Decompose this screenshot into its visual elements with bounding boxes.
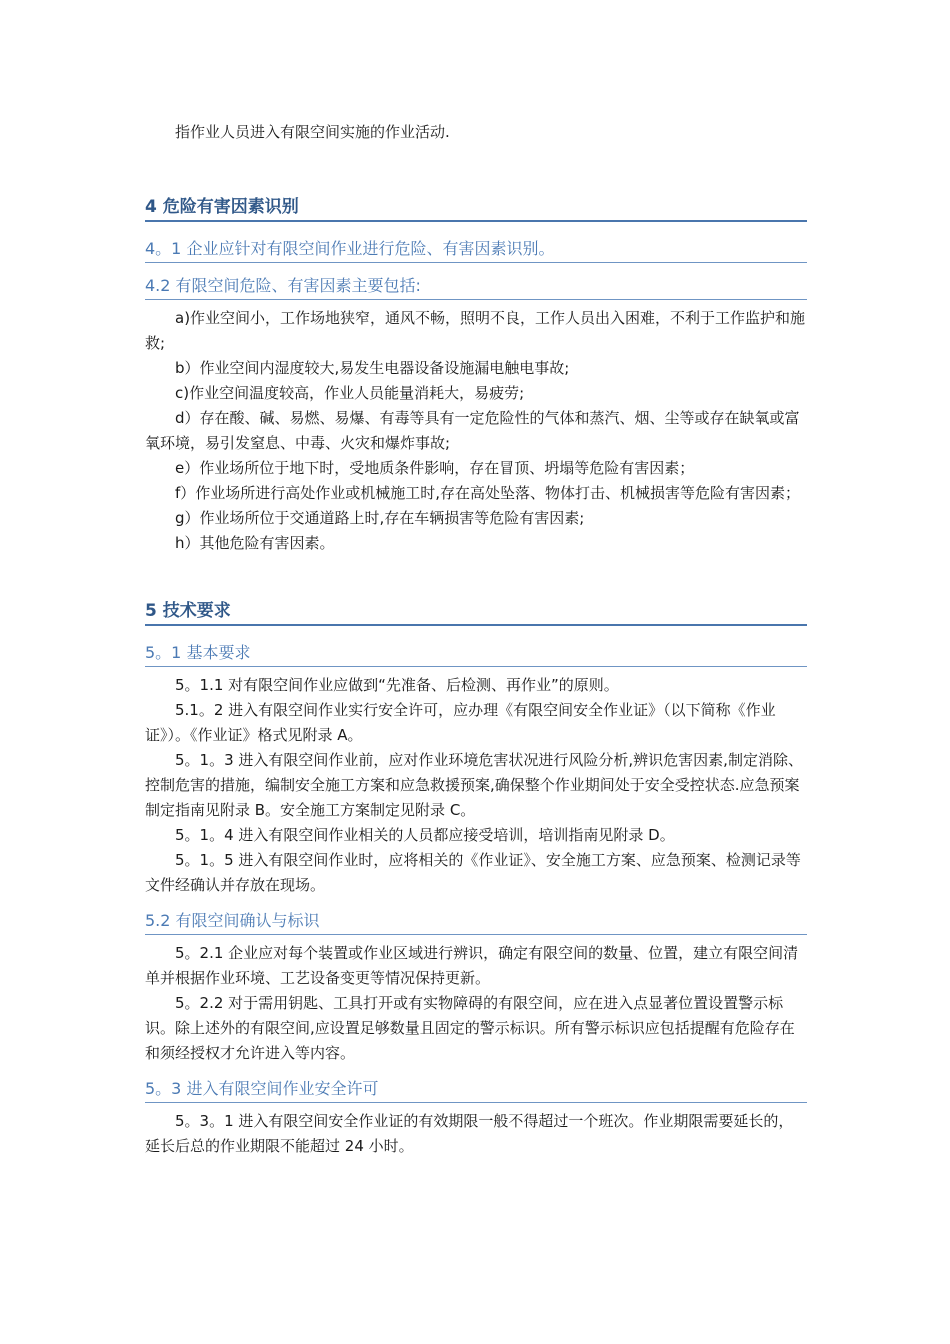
requirement-5-2-2: 5。2.2 对于需用钥匙、工具打开或有实物障碍的有限空间，应在进入点显著位置设置警示标识。除上述外的有限空间,应设置足够数量且固定的警示标识。所有警示标识应包括提醒有危险存在和须经授权才允许进入等内容。 [145,994,795,1062]
section-5-heading: 5 技术要求 [145,600,807,626]
hazard-item-b: b）作业空间内湿度较大,易发生电器设备设施漏电触电事故; [175,359,570,377]
hazard-item-g: g）作业场所位于交通道路上时,存在车辆损害等危险有害因素; [175,509,585,527]
requirement-5-1-5: 5。1。5 进入有限空间作业时，应将相关的《作业证》、安全施工方案、应急预案、检测记录等文件经确认并存放在现场。 [145,851,801,894]
hazard-item-e: e）作业场所位于地下时，受地质条件影响，存在冒顶、坍塌等危险有害因素； [175,459,695,477]
permit-list [145,1109,807,1159]
requirement-5-3-1: 5。3。1 进入有限空间安全作业证的有效期限一般不得超过一个班次。作业期限需要延长的，延长后总的作业期限不能超过 24 小时。 [145,1112,794,1155]
section-4-1-heading: 4。1 企业应针对有限空间作业进行危险、有害因素识别。 [145,238,807,263]
requirement-5-2-1: 5。2.1 企业应对每个装置或作业区域进行辨识，确定有限空间的数量、位置，建立有限空间清单并根据作业环境、工艺设备变更等情况保持更新。 [145,944,799,987]
section-5-2-heading: 5.2 有限空间确认与标识 [145,910,807,935]
intro-paragraph: 指作业人员进入有限空间实施的作业活动. [175,123,450,141]
hazard-item-c: c)作业空间温度较高，作业人员能量消耗大，易疲劳; [175,384,525,402]
requirement-5-1-4: 5。1。4 进入有限空间作业相关的人员都应接受培训，培训指南见附录 D。 [175,826,675,844]
section-5-3-heading: 5。3 进入有限空间作业安全许可 [145,1078,807,1103]
hazard-item-a: a)作业空间小，工作场地狭窄，通风不畅，照明不良，工作人员出入困难，不利于工作监护和施救; [145,309,806,352]
hazard-list [145,306,807,556]
requirement-5-1-2: 5.1。2 进入有限空间作业实行安全许可，应办理《有限空间安全作业证》（以下简称《作业证》）。《作业证》格式见附录 A。 [145,701,776,744]
section-4-2-heading: 4.2 有限空间危险、有害因素主要包括: [145,275,807,300]
requirement-5-1-3: 5。1。3 进入有限空间作业前，应对作业环境危害状况进行风险分析,辨识危害因素,制定消除、控制危害的措施，编制安全施工方案和应急救援预案,确保整个作业期间处于安全受控状态.应急预案制定指南见附录 B。安全施工方案制定见附录 C。 [145,751,803,819]
hazard-item-d: d）存在酸、碱、易燃、易爆、有毒等具有一定危险性的气体和蒸汽、烟、尘等或存在缺氧或富氧环境，易引发窒息、中毒、火灾和爆炸事故; [145,409,800,452]
identification-list [145,941,807,1066]
hazard-item-h: h）其他危险有害因素。 [175,534,335,552]
document-body [145,120,807,1159]
hazard-item-f: f）作业场所进行高处作业或机械施工时,存在高处坠落、物体打击、机械损害等危险有害因素； [175,484,801,502]
section-4-heading: 4 危险有害因素识别 [145,196,807,222]
section-5-1-heading: 5。1 基本要求 [145,642,807,667]
requirement-5-1-1: 5。1.1 对有限空间作业应做到“先准备、后检测、再作业”的原则。 [175,676,619,694]
basic-requirements-list [145,673,807,898]
